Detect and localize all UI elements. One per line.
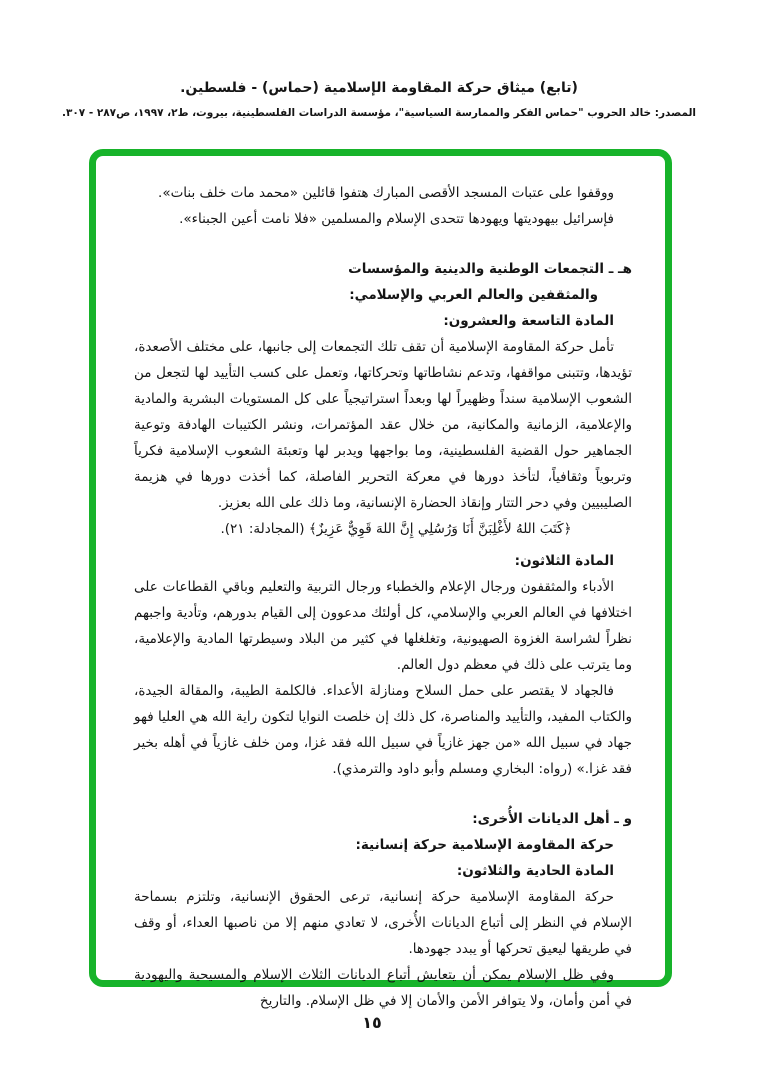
intro-paragraph-line1: ووقفوا على عتبات المسجد الأقصى المبارك هتفوا قائلين «محمد مات خلف بنات». — [158, 185, 614, 201]
document-source-line: المصدر: خالد الحروب "حماس الفكر والممارسة السياسية"، مؤسسة الدراسات الفلسطينية، بيروت، ط٢، ١٩٩٧، ص٢٨٧ - ٣٠٧. — [61, 107, 697, 119]
spacer — [134, 782, 632, 806]
quran-verse: ﴿كَتَبَ اللهُ لأَغْلِبَنَّ أَنَا وَرُسُلِي إِنَّ اللهَ قَوِيٌّ عَزِيزٌ﴾ (المجادلة: ٢١). — [220, 521, 572, 537]
section-e-heading-line1: هـ ـ التجمعات الوطنية والدينية والمؤسسات — [348, 261, 632, 277]
section-e-heading-line2: والمثقفين والعالم العربي والإسلامي: — [349, 287, 598, 303]
article-29-heading: المادة التاسعة والعشرون: — [443, 313, 614, 329]
page-number: ١٥ — [362, 1013, 382, 1032]
intro-paragraph-line2: فإسرائيل بيهوديتها ويهودها تتحدى الإسلام والمسلمين «فلا نامت أعين الجبناء». — [179, 211, 614, 227]
article-29-text: تأمل حركة المقاومة الإسلامية أن تقف تلك التجمعات إلى جانبها، على مختلف الأصعدة، تؤيدها، وتتبنى مواقفها، وتدعم نشاطاتها وتحركاتها، وتعمل على كسب التأييد لها لتجعل من الشعوب الإسلامية سنداً وظهيراً لها وبعداً استراتيجياً على كل المستويات البشرية والمادية والإعلامية، الزمانية والمكانية، من خلال عقد المؤتمرات، ونشر الكتيبات الهادفة وتوعية الجماهير حول القضية الفلسطينية، وما بواجهها ويدبر لها وتعبئة الشعوب الإسلامية فكرياً وتربوياً وثقافياً، لتأخذ دورها في معركة التحرير الفاصلة، كما أخذت دورها في هزيمة الصليبيين وفي دحر التتار وإنقاذ الحضارة الإنسانية، وما ذلك على الله بعزيز. — [134, 339, 632, 511]
document-title: (تابع) ميثاق حركة المقاومة الإسلامية (حماس) - فلسطين. — [180, 80, 578, 96]
article-30-heading: المادة الثلاثون: — [514, 553, 614, 569]
content-frame — [89, 149, 672, 1009]
article-30-paragraph-1: الأدباء والمثقفون ورجال الإعلام والخطباء ورجال التربية والتعليم وباقي القطاعات على اختلافها في العالم العربي والإسلامي، كل أولئك مدعوون إلى القيام بدورهم، وتأدية واجبهم نظراً لشراسة الغزوة الصهيونية، وتغلغلها في كثير من البلاد وسيطرتها المادية والإعلامية، وما يترتب على ذلك في معظم دول العالم. — [134, 579, 632, 673]
article-31-paragraph-2: وفي ظل الإسلام يمكن أن يتعايش أتباع الديانات الثلاث الإسلام والمسيحية واليهودية في أمن وأمان، ولا يتوافر الأمن والأمان إلا في ظل الإسلام. والتاريخ — [134, 967, 632, 1009]
document-body — [134, 180, 632, 1014]
article-31-paragraph-1: حركة المقاومة الإسلامية حركة إنسانية، ترعى الحقوق الإنسانية، وتلتزم بسماحة الإسلام في النظر إلى أتباع الديانات الأُخرى، لا تعادي منهم إلا من ناصبها العداء، أو وقف في طريقها ليعيق تحركها أو يبدد جهودها. — [134, 889, 632, 957]
article-31-heading: المادة الحادية والثلاثون: — [456, 863, 614, 879]
section-f-heading: و ـ أهل الديانات الأُخرى: — [472, 811, 632, 827]
section-f-subheading: حركة المقاومة الإسلامية حركة إنسانية: — [355, 837, 614, 853]
spacer — [134, 232, 632, 256]
article-30-paragraph-2: فالجهاد لا يقتصر على حمل السلاح ومنازلة الأعداء. فالكلمة الطيبة، والمقالة الجيدة، والكتاب المفيد، والتأييد والمناصرة، كل ذلك إن خلصت النوايا لتكون راية الله هي العليا فهو جهاد في سبيل الله «من جهز غازياً في سبيل الله فقد غزا، ومن خلف غازياً في أهله بخير فقد غزا.» (رواه: البخاري ومسلم وأبو داود والترمذي). — [134, 683, 632, 777]
